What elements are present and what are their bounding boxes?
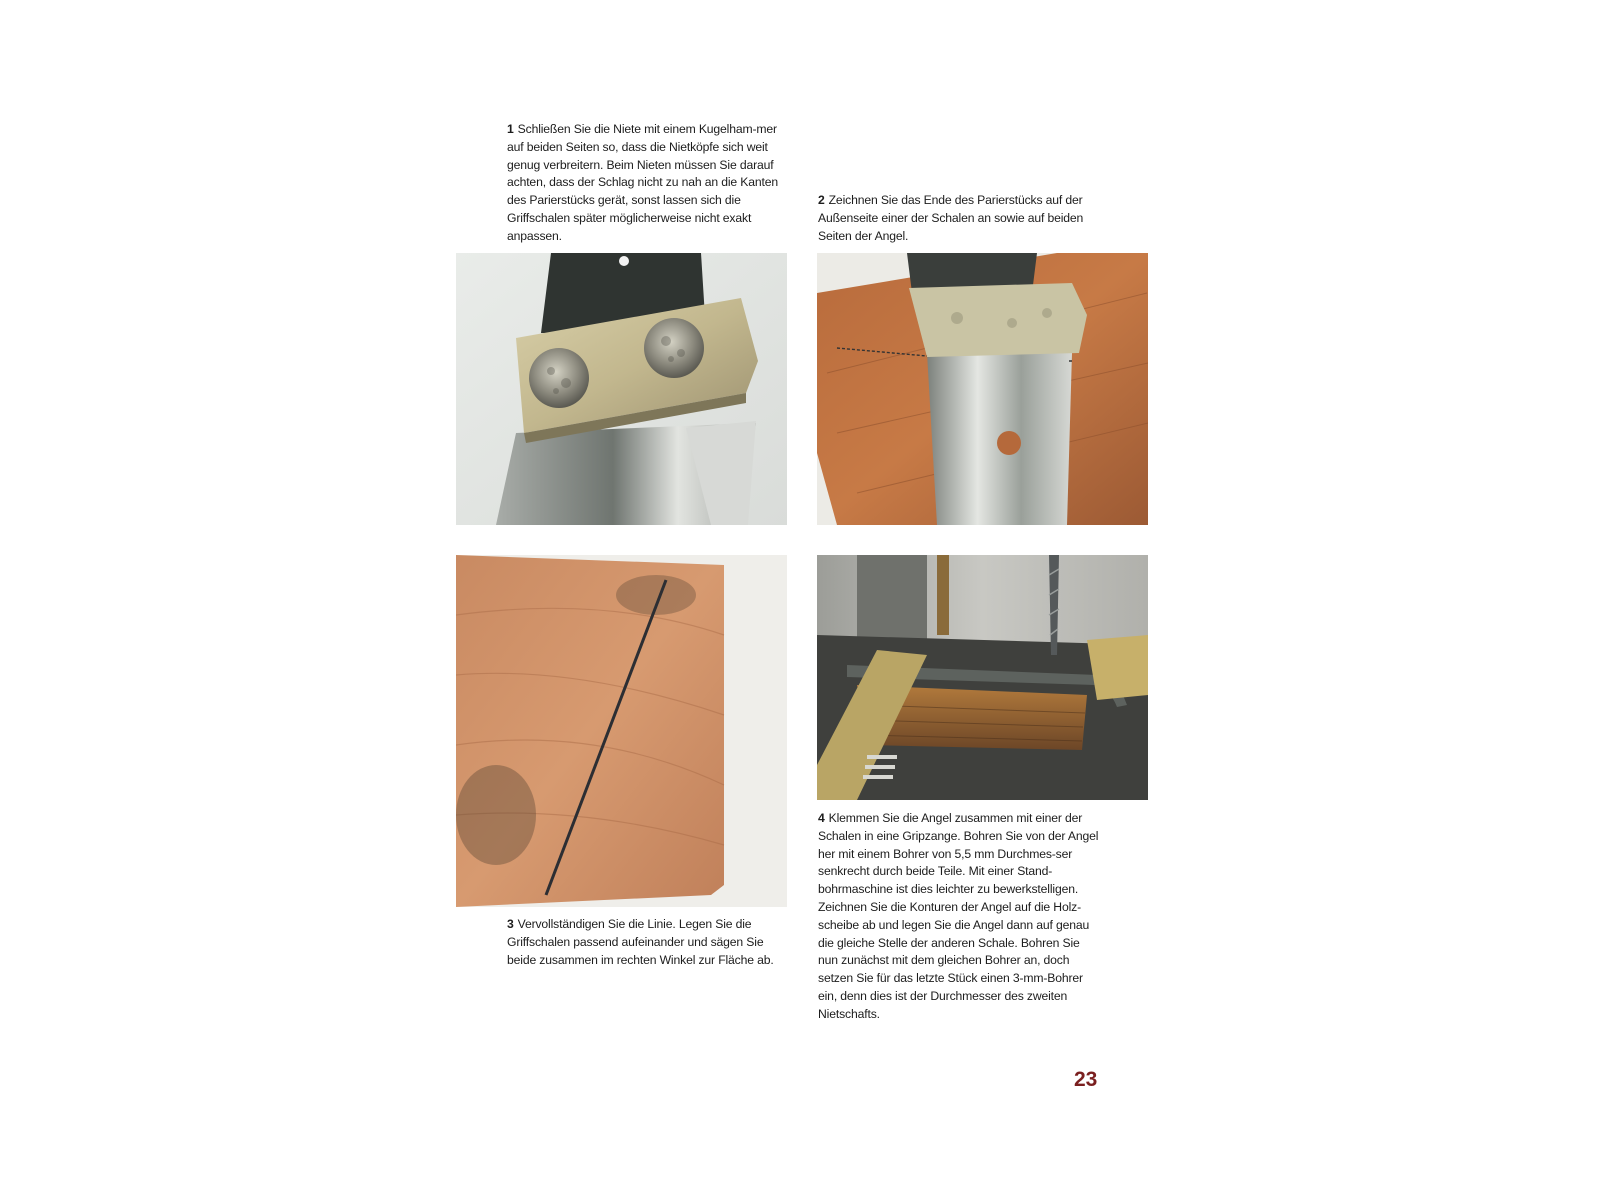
step-1-number: 1 (507, 122, 514, 136)
step-2-number: 2 (818, 193, 825, 207)
photo-drilling (817, 555, 1148, 800)
step-2-caption (818, 192, 1101, 245)
step-4-caption (818, 810, 1101, 1024)
photo-wood-line (456, 555, 787, 907)
step-1-caption (507, 121, 790, 246)
step-1-text: Schließen Sie die Niete mit einem Kugelham-mer auf beiden Seiten so, dass die Nietköpfe sich weit genug verbreitern. Beim Nieten müssen Sie darauf achten, dass der Schlag nicht zu nah an die Kanten des Parierstücks gerät, sonst lassen sich die Griffschalen später möglicherweise nicht exakt anpassen. (507, 122, 778, 243)
step-4-number: 4 (818, 811, 825, 825)
photo-marking-wood (817, 253, 1148, 525)
photo-rivet-guard (456, 253, 787, 525)
page-number: 23 (1074, 1068, 1098, 1091)
step-3-caption (507, 916, 790, 969)
step-3-number: 3 (507, 917, 514, 931)
step-3-text: Vervollständigen Sie die Linie. Legen Sie die Griffschalen passend aufeinander und sägen Sie beide zusammen im rechten Winkel zur Fläche ab. (507, 917, 774, 967)
step-4-text: Klemmen Sie die Angel zusammen mit einer der Schalen in eine Gripzange. Bohren Sie von der Angel her mit einem Bohrer von 5,5 mm Durchmes-ser senkrecht durch beide Teile. Mit einer Stand-bohrmaschine ist dies leichter zu bewerkstelligen. Zeichnen Sie die Konturen der Angel auf die Holz-scheibe ab und legen Sie die Angel dann auf genau die gleiche Stelle der anderen Schale. Bohren Sie nun zunächst mit dem gleichen Bohrer an, doch setzen Sie für das letzte Stück einen 3-mm-Bohrer ein, denn dies ist der Durchmesser des zweiten Nietschafts. (818, 811, 1099, 1021)
step-2-text: Zeichnen Sie das Ende des Parierstücks auf der Außenseite einer der Schalen an sowie auf beiden Seiten der Angel. (818, 193, 1084, 243)
